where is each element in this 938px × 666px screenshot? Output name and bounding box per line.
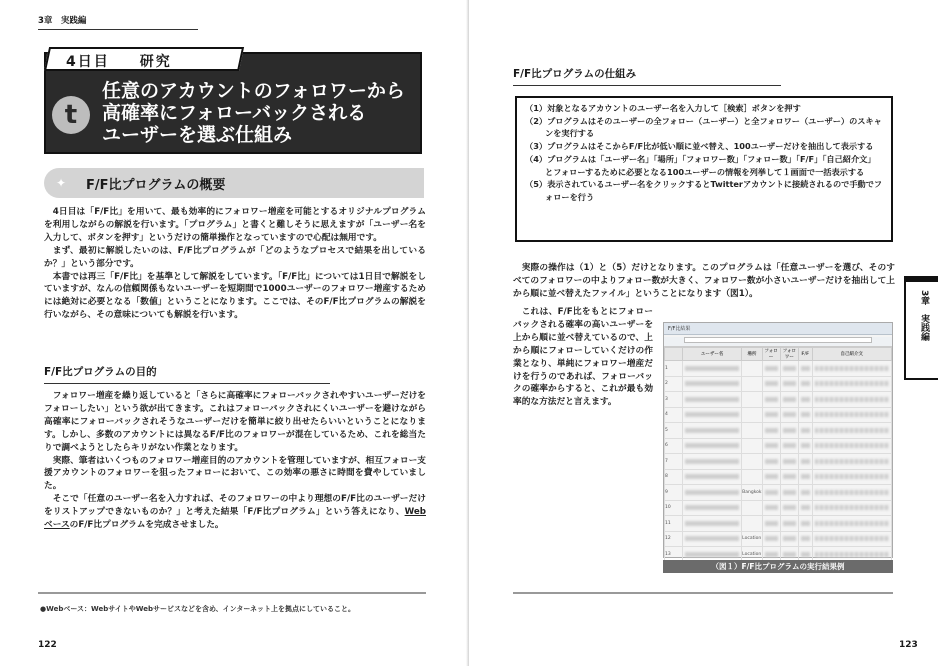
table-cell [762,438,780,454]
table-cell [683,361,742,377]
table-cell [762,516,780,532]
table-cell [742,469,762,485]
table-cell: 1 [665,361,683,377]
blurred-content [801,521,810,526]
blurred-content [783,536,796,541]
paragraph: 実際、筆者はいくつものフォロワー増産目的のアカウントを管理していますが、相互フォロー支援アカウントのフォロワーを狙ったフォローにおいて、この効率の悪さに時間を費やしていました。 [44,455,426,492]
table-cell [798,438,812,454]
blurred-content [801,443,810,448]
paragraph: まず、最初に解説したいのは、F/F比プログラムが「どのようなプロセスで結果を出しているか？」という部分です。 [44,245,426,269]
table-cell [798,423,812,439]
table-cell [798,485,812,501]
table-cell: 4 [665,407,683,423]
table-cell [780,392,798,408]
paragraph: これは、F/F比をもとにフォローバックされる確率の高いユーザーを上から順に並べ替えているので、上から順にフォローしていくだけの作業となり、単純にフォロワー増産だけを行うのであれば、フォローバックの確率からすると、これが最も効率的な方法だと言えます。 [513,307,653,408]
table-cell [683,454,742,470]
table-cell [780,423,798,439]
blurred-content [815,536,889,541]
section-title: F/F比プログラムの概要 [86,178,226,193]
blurred-content [815,428,889,433]
table-row [665,485,892,501]
table-cell [683,392,742,408]
blurred-content [765,505,778,510]
table-row [665,423,892,439]
column-header: ユーザー名 [683,348,742,361]
table-cell [742,376,762,392]
blurred-content [685,490,739,495]
table-cell [683,407,742,423]
table-cell [683,485,742,501]
table-cell: 11 [665,516,683,532]
purpose-text [44,390,426,532]
blurred-content [801,459,810,464]
table-cell [762,531,780,547]
steps-box [515,96,893,242]
blurred-content [815,397,889,402]
table-cell [812,469,891,485]
blurred-content [783,428,796,433]
table-cell [812,361,891,377]
blurred-content [765,397,778,402]
paragraph [44,493,426,532]
figure-results-table [664,347,892,563]
blurred-content [783,474,796,479]
table-cell [780,407,798,423]
table-cell: 13 [665,547,683,563]
table-cell: 9 [665,485,683,501]
blurred-content [783,459,796,464]
blurred-content [765,412,778,417]
step-item: （1）対象となるアカウントのユーザー名を入力して［検索］ボタンを押す [525,103,801,113]
table-row [665,469,892,485]
footnote-divider [513,592,893,594]
figure-url-field [684,337,872,343]
table-cell [812,531,891,547]
blurred-content [685,474,739,479]
blurred-content [783,443,796,448]
table-cell: 10 [665,500,683,516]
table-cell [780,500,798,516]
blurred-content [801,552,810,557]
table-cell [762,485,780,501]
table-cell [780,376,798,392]
operation-text [513,262,895,301]
blurred-content [685,521,739,526]
column-header: F/F [798,348,812,361]
blurred-content [815,459,889,464]
table-row [665,531,892,547]
table-cell: 5 [665,423,683,439]
blurred-content [783,412,796,417]
table-cell [742,423,762,439]
webbase-term: Webベース [44,507,426,531]
table-cell [742,516,762,532]
table-row [665,500,892,516]
step-item: （4）プログラムは「ユーザー名」「場所」「フォロワー数」「フォロー数」「F/F」「自己紹介文」とフォローするために必要となる100ユーザーの情報を列挙して１画面で一括表示する [525,153,876,177]
table-cell [683,438,742,454]
column-header: 場所 [742,348,762,361]
blurred-content [783,552,796,557]
page-number: 122 [38,640,57,650]
blurred-content [815,505,889,510]
blurred-content [783,397,796,402]
table-cell [812,438,891,454]
table-cell [762,454,780,470]
blurred-content [801,474,810,479]
footnote: ●Webベース：WebサイトやWebサービスなどを含め、インターネット上を拠点にしていること。 [40,605,356,613]
blurred-content [801,366,810,371]
table-cell [812,376,891,392]
blurred-content [765,521,778,526]
table-cell [812,392,891,408]
blurred-content [815,552,889,557]
table-cell: 6 [665,438,683,454]
blurred-content [815,521,889,526]
table-cell [742,454,762,470]
paragraph: 4日目は「F/F比」を用いて、最も効率的にフォロワー増産を可能とするオリジナルプログラムを利用しながらの解説を行います。「プログラム」と書くと難しそうに思えますが「ユーザー名を入力して、ボタンを押す」というだけの簡単操作となっていますので心配は無用です。 [44,207,426,243]
table-cell [683,376,742,392]
table-cell: 7 [665,454,683,470]
blurred-content [801,412,810,417]
chapter-tab-label: 3章 実践編 [919,290,929,342]
blurred-content [801,536,810,541]
running-head: 3章 実践編 [38,14,198,30]
figure-window-title: F/F比結果 [664,323,892,335]
blurred-content [685,459,739,464]
column-header: フォロー [762,348,780,361]
table-cell [798,516,812,532]
table-cell: Bangkok [742,485,762,501]
table-cell [762,376,780,392]
table-cell [798,376,812,392]
table-cell [762,469,780,485]
table-cell [798,469,812,485]
blurred-content [783,521,796,526]
blurred-content [801,490,810,495]
table-cell [683,423,742,439]
table-cell: 12 [665,531,683,547]
table-cell: Location [742,547,762,563]
table-row [665,361,892,377]
blurred-content [815,366,889,371]
blurred-content [765,443,778,448]
column-header: フォロワー [780,348,798,361]
blurred-content [685,397,739,402]
title-line: 任意のアカウントのフォロワーから [102,80,405,102]
table-cell [812,407,891,423]
table-cell: 3 [665,392,683,408]
blurred-content [783,505,796,510]
table-cell [683,516,742,532]
table-cell [780,454,798,470]
table-header-row [665,348,892,361]
table-row [665,407,892,423]
step-item: （3）プログラムはそこからF/F比が低い順に並べ替え、100ユーザーだけを抽出して表示する [525,141,874,152]
research-label: 研究 [139,54,172,70]
table-cell [780,438,798,454]
table-cell: 2 [665,376,683,392]
narrow-text [513,306,653,409]
blurred-content [685,366,739,371]
table-cell [812,423,891,439]
twitter-bird-icon: t [52,96,90,134]
paragraph: 本書では再三「F/F比」を基準として解説をしています。「F/F比」については1日目で解説をしていますが、なんの信頼関係もないユーザーを短期間で1000ユーザーのフォロワー増産するためには絶対に必要となる「数値」ということになります。ここでは、そのF/F比プログラムの解説を行いながら、その意味についても解説を行います。 [44,271,426,321]
page-title [102,80,418,146]
step-item: （2）プログラムはそのユーザーの全フォロー（ユーザー）と全フォロワー（ユーザー）のスキャンを実行する [525,115,882,139]
paragraph: 実際の操作は（1）と（5）だけとなります。このプログラムは「任意ユーザーを選び、そのすべてのフォロワーの中よりフォロー数が大きく、フォロワー数が小さいユーザーだけを抽出して上から順に並べ替えたファイル」ということになります（図1）。 [513,263,895,299]
table-cell [812,500,891,516]
blurred-content [815,381,889,386]
table-cell [762,500,780,516]
table-cell [812,454,891,470]
table-cell [762,423,780,439]
table-cell [742,361,762,377]
figure-screenshot [663,322,893,558]
blurred-content [685,381,739,386]
step-item: （5）表示されているユーザー名をクリックするとTwitterアカウントに接続されるので手動でフォローを行う [525,179,883,202]
blurred-content [765,428,778,433]
day-label: 4日目 [66,54,110,70]
blurred-content [801,381,810,386]
table-cell: 8 [665,469,683,485]
blurred-content [815,474,889,479]
blurred-content [685,505,739,510]
table-cell [798,454,812,470]
blurred-content [685,428,739,433]
blurred-content [801,428,810,433]
footnote-divider [38,592,426,594]
paragraph: フォロワー増産を繰り返していると「さらに高確率にフォローバックされやすいユーザーだけをフォローしたい」という欲が出てきます。これはフォローバックされにくいユーザーを避けながら高確率にフォローバックされそうなユーザーだけを簡単に絞り出せたらいいということになります。しかし、多数のアカウントには異なるF/F比のフォロワーが混在しているため、これを総当たりで調べようとしたらキリがない作業となります。 [44,391,426,453]
text-span: のF/F比プログラムを完成させました。 [69,520,224,531]
table-cell [812,516,891,532]
blurred-content [783,366,796,371]
table-cell [683,469,742,485]
blurred-content [765,474,778,479]
page-number: 123 [899,640,918,650]
table-cell [742,438,762,454]
figure-caption: （図１）F/F比プログラムの実行結果例 [663,560,893,573]
blurred-content [815,412,889,417]
intro-text [44,206,426,322]
table-row [665,376,892,392]
blurred-content [801,505,810,510]
figure-url-bar [664,337,892,347]
table-cell [762,407,780,423]
column-header [665,348,683,361]
table-cell [798,392,812,408]
blurred-content [765,536,778,541]
blurred-content [765,490,778,495]
title-line: ユーザーを選ぶ仕組み [102,124,293,146]
table-row [665,392,892,408]
table-cell [683,531,742,547]
title-line: 高確率にフォローバックされる [102,102,367,124]
table-cell [742,407,762,423]
table-cell [780,361,798,377]
table-cell [798,407,812,423]
text-span: そこで「任意のユーザー名を入力すれば、そのフォロワーの中より理想のF/F比のユーザーだけをリストアップできないものか？」と考えた結果「F/F比プログラム」という答えになり、 [44,494,426,518]
blurred-content [765,459,778,464]
subhead-mechanism: F/F比プログラムの仕組み [513,66,781,86]
blurred-content [815,443,889,448]
right-page [469,0,938,666]
table-cell [798,500,812,516]
table-cell [780,531,798,547]
blurred-content [783,381,796,386]
table-row [665,516,892,532]
table-cell [798,361,812,377]
blurred-content [685,443,739,448]
table-cell [742,500,762,516]
blurred-content [815,490,889,495]
blurred-content [801,397,810,402]
table-cell [780,516,798,532]
table-row [665,438,892,454]
blurred-content [685,552,739,557]
table-cell [742,392,762,408]
table-cell [798,531,812,547]
blurred-content [685,536,739,541]
column-header: 自己紹介文 [812,348,891,361]
bird-icon: ✦ [55,176,67,190]
table-cell: Location [742,531,762,547]
table-row [665,454,892,470]
blurred-content [685,412,739,417]
table-cell [683,500,742,516]
chapter-tab-bar [904,276,938,282]
table-cell [762,361,780,377]
table-cell [762,392,780,408]
table-cell [780,469,798,485]
blurred-content [765,552,778,557]
blurred-content [765,381,778,386]
table-cell [812,485,891,501]
blurred-content [765,366,778,371]
title-tab-text [66,51,172,71]
subhead-purpose: F/F比プログラムの目的 [44,364,330,384]
table-cell [780,485,798,501]
blurred-content [783,490,796,495]
